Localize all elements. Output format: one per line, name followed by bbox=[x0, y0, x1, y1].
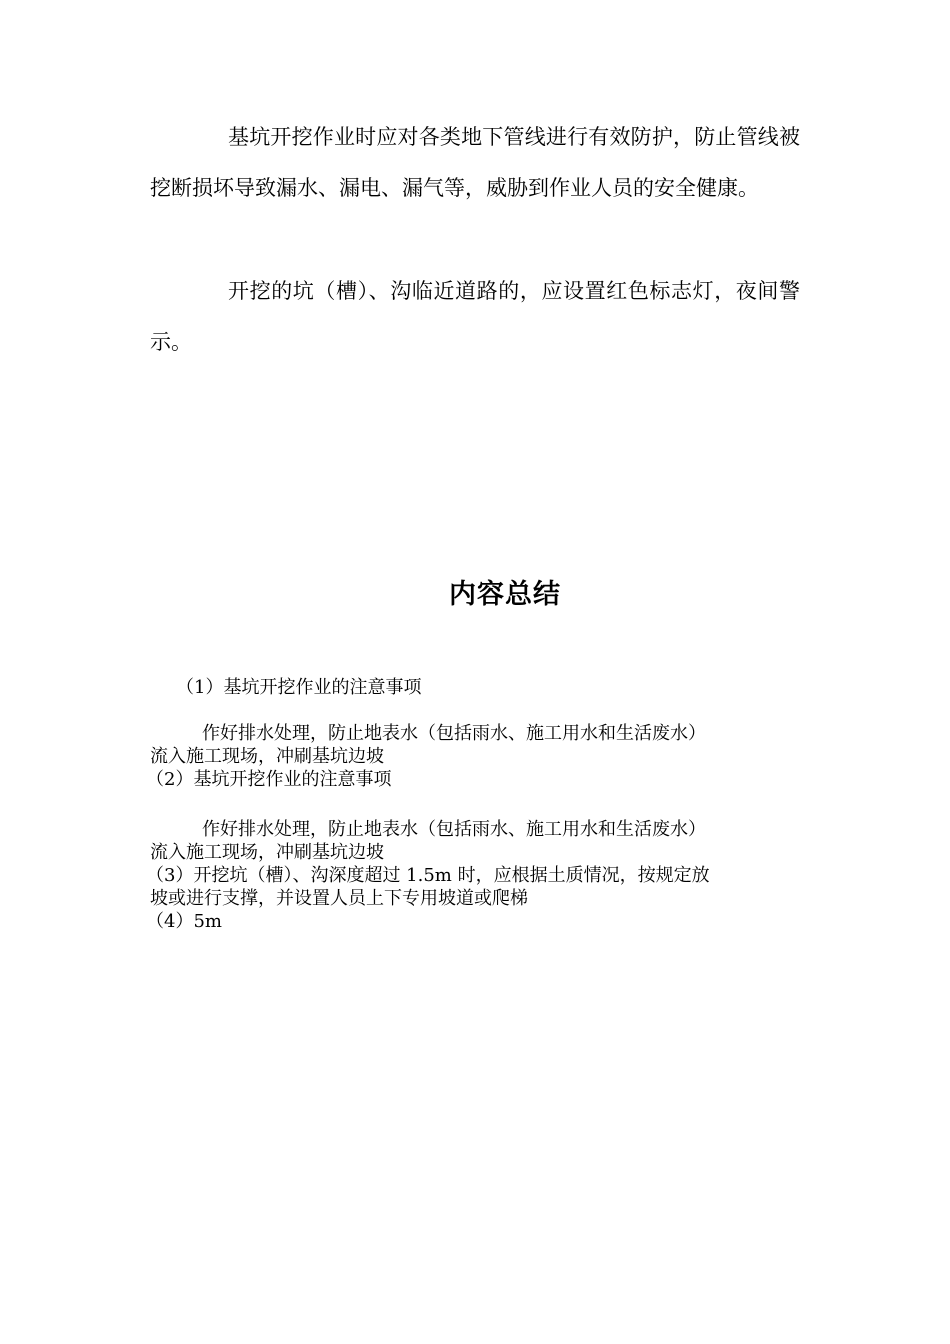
summary-title: 内容总结 bbox=[449, 579, 561, 610]
summary-item-3-line-1: （3）开挖坑（槽）、沟深度超过 1.5m 时，应根据土质情况，按规定放 bbox=[146, 865, 710, 886]
summary-item-1-body bbox=[146, 722, 800, 791]
summary-item-2-line-2: 流入施工现场，冲刷基坑边坡 bbox=[150, 842, 384, 863]
summary-item-2-body bbox=[146, 818, 800, 933]
summary-item-1-line-1: 作好排水处理，防止地表水（包括雨水、施工用水和生活废水） bbox=[202, 723, 706, 744]
body-paragraph-pipeline-protection: 基坑开挖作业时应对各类地下管线进行有效防护，防止管线被挖断损坏导致漏水、漏电、漏气等，威胁到作业人员的安全健康。 bbox=[150, 125, 800, 200]
summary-item-2-line-1: 作好排水处理，防止地表水（包括雨水、施工用水和生活废水） bbox=[202, 819, 706, 840]
body-paragraph-warning-lights: 开挖的坑（槽）、沟临近道路的，应设置红色标志灯，夜间警示。 bbox=[150, 279, 800, 354]
summary-item-1-heading: （1）基坑开挖作业的注意事项 bbox=[176, 677, 422, 698]
summary-item-3-line-2: 坡或进行支撑，并设置人员上下专用坡道或爬梯 bbox=[150, 888, 528, 909]
summary-item-4: （4）5m bbox=[146, 911, 222, 932]
summary-item-2-heading: （2）基坑开挖作业的注意事项 bbox=[146, 769, 392, 790]
summary-item-1-line-2: 流入施工现场，冲刷基坑边坡 bbox=[150, 746, 384, 767]
